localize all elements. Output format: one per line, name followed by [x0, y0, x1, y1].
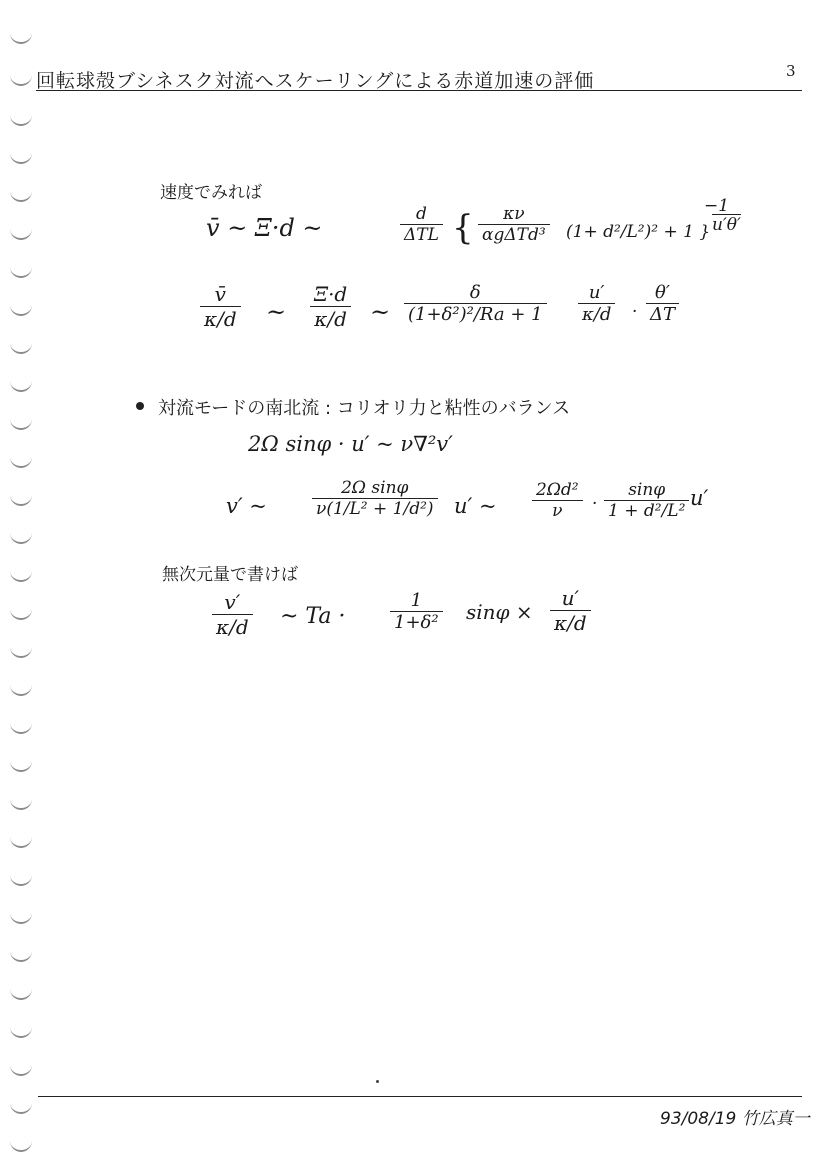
binder-hole	[10, 1098, 32, 1114]
eq2-tilde-1: ~	[266, 298, 287, 326]
title-underline	[36, 90, 802, 91]
eq5-a-denominator: κ/d	[212, 614, 253, 639]
binder-hole	[10, 376, 32, 392]
binder-hole	[10, 1022, 32, 1038]
eq1-f1-numerator: d	[416, 204, 427, 224]
eq2-d-numerator: u′	[588, 282, 605, 303]
binder-hole	[10, 908, 32, 924]
eq4-fraction-3	[604, 480, 689, 521]
binder-hole	[10, 604, 32, 620]
binder-hole	[10, 414, 32, 430]
eq1-lhs: v̄ ~ Ξ·d ~	[206, 214, 323, 242]
eq1-fraction-2	[478, 204, 550, 245]
eq5-a-numerator: v′	[224, 590, 241, 614]
binder-hole	[10, 300, 32, 316]
binder-hole	[10, 28, 32, 44]
eq1-f2-numerator: κν	[503, 204, 525, 224]
eq5-b-denominator: 1+δ²	[390, 611, 443, 633]
binder-hole	[10, 1136, 32, 1152]
eq4-f2-denominator: ν	[532, 500, 583, 521]
footer-rule	[38, 1096, 802, 1097]
eq2-tilde-2: ~	[370, 298, 391, 326]
eq4-tail: u′	[690, 486, 709, 510]
eq4-f1-numerator: 2Ω sinφ	[341, 478, 409, 498]
binder-hole	[10, 680, 32, 696]
binder-hole	[10, 870, 32, 886]
binder-hole	[10, 984, 32, 1000]
eq2-d-denominator: κ/d	[578, 303, 615, 325]
eq2-c-denominator: (1+δ²)²/Ra + 1	[404, 303, 547, 325]
binder-holes	[0, 0, 40, 1171]
eq4-f2-numerator: 2Ωd²	[536, 480, 579, 500]
eq2-fraction-b	[310, 282, 351, 331]
eq3: 2Ω sinφ · u′ ~ ν∇²v′	[248, 432, 453, 456]
binder-hole	[10, 148, 32, 164]
binder-hole	[10, 794, 32, 810]
eq2-fraction-d	[578, 282, 615, 325]
eq5-c-numerator: u′	[561, 586, 580, 610]
binder-hole	[10, 70, 32, 86]
eq4-f3-denominator: 1 + d²/L²	[604, 500, 689, 521]
eq4-lhs: v′ ~	[226, 494, 267, 518]
eq2-fraction-e	[646, 282, 679, 325]
eq4-mid: u′ ~	[454, 494, 497, 518]
eq4-f3-numerator: sinφ	[628, 480, 666, 500]
velocity-intro: 速度でみれば	[160, 183, 262, 203]
eq2-dot: ·	[632, 302, 638, 322]
eq4-fraction-1	[312, 478, 438, 519]
section2-heading: 対流モードの南北流 : コリオリ力と粘性のバランス	[158, 398, 571, 419]
binder-hole	[10, 528, 32, 544]
eq5-b-numerator: 1	[410, 590, 423, 611]
dimensionless-intro: 無次元量で書けば	[162, 565, 298, 585]
eq2-b-denominator: κ/d	[310, 306, 351, 331]
eq2-fraction-a	[200, 282, 241, 331]
eq4-dot: ·	[592, 494, 598, 514]
binder-hole	[10, 756, 32, 772]
eq4-fraction-2	[532, 480, 583, 521]
eq5-sin: sinφ ×	[466, 600, 533, 624]
eq5-fraction-b	[390, 590, 443, 633]
binder-hole	[10, 262, 32, 278]
binder-hole	[10, 1060, 32, 1076]
binder-hole	[10, 110, 32, 126]
footer-signature: 93/08/19 竹広真一	[660, 1109, 810, 1129]
eq2-a-numerator: v̄	[214, 282, 226, 306]
eq5-mid: ~ Ta ·	[280, 604, 346, 629]
eq2-fraction-c	[404, 282, 547, 325]
binder-hole	[10, 452, 32, 468]
eq1-exponent: −1	[704, 196, 730, 216]
eq1-f1-denominator: ΔTL	[400, 224, 443, 245]
eq4-f1-denominator: ν(1/L² + 1/d²)	[312, 498, 438, 519]
eq2-b-numerator: Ξ·d	[314, 282, 348, 306]
binder-hole	[10, 832, 32, 848]
eq2-e-denominator: ΔT	[646, 303, 679, 325]
eq2-e-numerator: θ′	[655, 282, 670, 303]
page-number: 3	[786, 62, 796, 80]
binder-hole	[10, 642, 32, 658]
eq1-tail: u′θ′	[712, 215, 741, 235]
eq2-a-denominator: κ/d	[200, 306, 241, 331]
binder-hole	[10, 490, 32, 506]
eq2-c-numerator: δ	[469, 282, 481, 303]
binder-hole	[10, 718, 32, 734]
eq1-f2-denominator: αgΔTd³	[478, 224, 550, 245]
eq1-rest: (1+ d²/L²)² + 1 }	[566, 222, 711, 242]
eq5-c-denominator: κ/d	[550, 610, 591, 635]
eq1-brace: {	[452, 208, 474, 248]
binder-hole	[10, 186, 32, 202]
eq5-fraction-a	[212, 590, 253, 639]
binder-hole	[10, 224, 32, 240]
eq1-fraction-1	[400, 204, 443, 245]
page-title: 回転球殻ブシネスク対流へスケーリングによる赤道加速の評価	[36, 70, 595, 92]
eq5-fraction-c	[550, 586, 591, 635]
stray-mark	[376, 1080, 379, 1083]
bullet-point	[136, 402, 144, 410]
binder-hole	[10, 566, 32, 582]
binder-hole	[10, 338, 32, 354]
binder-hole	[10, 946, 32, 962]
